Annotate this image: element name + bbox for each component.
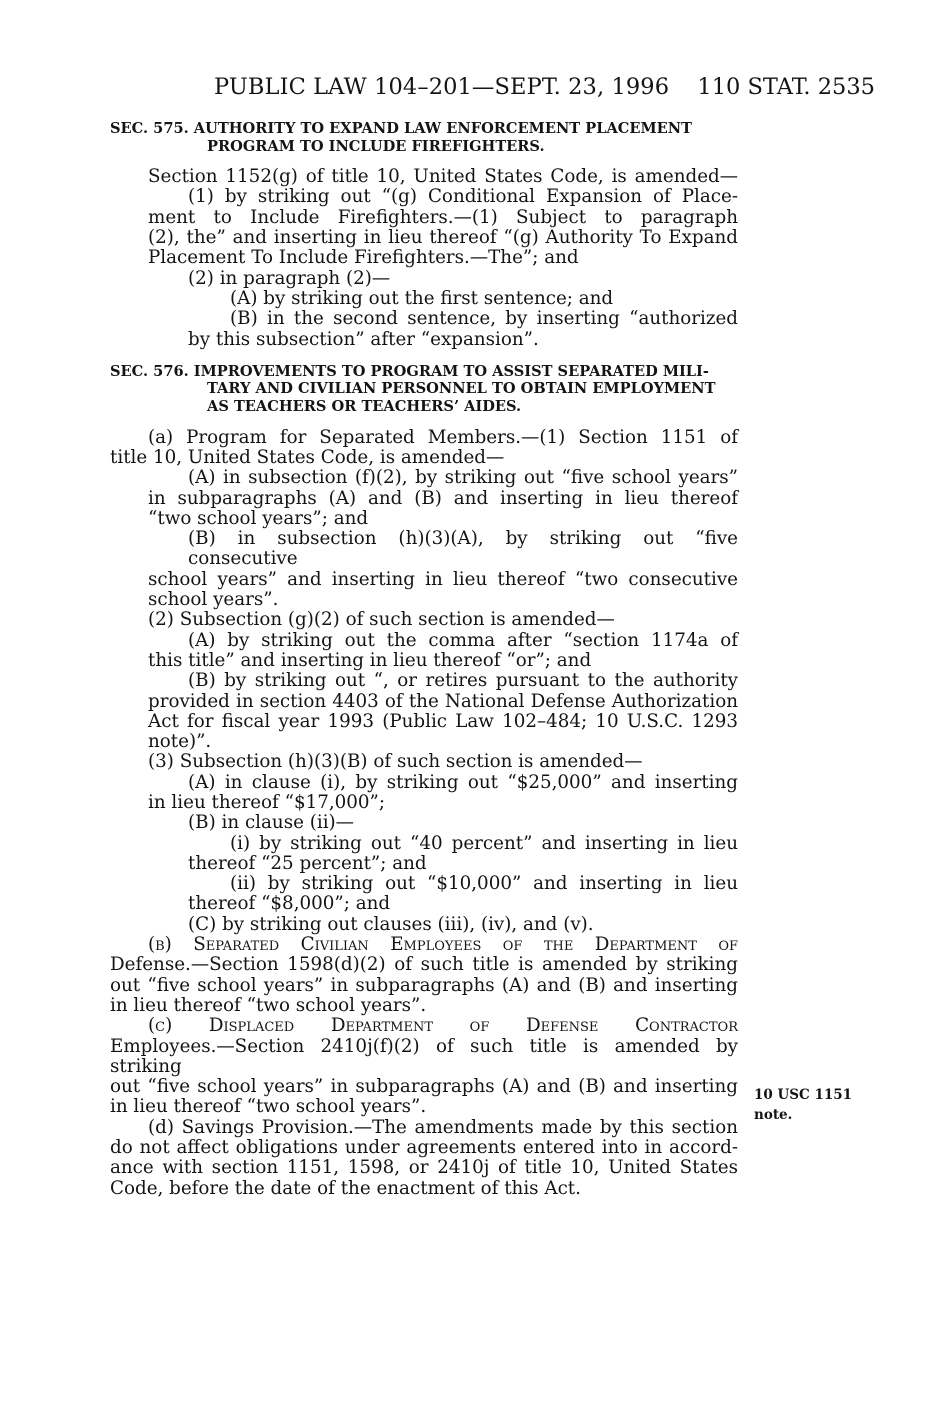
text-line: note)”. bbox=[148, 731, 212, 753]
text-line: out “five school years” in subparagraphs (A) and (B) and inserting bbox=[110, 1076, 738, 1098]
margin-note-line: 10 USC 1151 bbox=[754, 1087, 853, 1103]
text-line: (C) by striking out clauses (iii), (iv), and (v). bbox=[188, 913, 594, 935]
text-line: out “five school years” in subparagraphs (A) and (B) and inserting bbox=[110, 974, 738, 996]
text-line: title 10, United States Code, is amended— bbox=[110, 446, 505, 468]
section-576-heading-line: TARY AND CIVILIAN PERSONNEL TO OBTAIN EMPLOYMENT bbox=[207, 380, 716, 398]
section-575-heading-line: PROGRAM TO INCLUDE FIREFIGHTERS. bbox=[207, 137, 545, 155]
text-line: in lieu thereof “two school years”. bbox=[110, 1096, 427, 1118]
text-line: school years” and inserting in lieu thereof “two consecutive bbox=[148, 568, 738, 590]
section-576-heading bbox=[110, 363, 738, 416]
text-line: in lieu thereof “$17,000”; bbox=[148, 791, 386, 813]
text-line: ment to Include Firefighters.—(1) Subject to paragraph bbox=[148, 206, 738, 228]
text-line: (B) in the second sentence, by inserting “authorized bbox=[230, 308, 738, 330]
text-line: (i) by striking out “40 percent” and inserting in lieu bbox=[230, 832, 738, 854]
text-line: (ii) by striking out “$10,000” and inserting in lieu bbox=[230, 873, 738, 895]
section-575-heading-line: SEC. 575. AUTHORITY TO EXPAND LAW ENFORCEMENT PLACEMENT bbox=[110, 120, 693, 137]
text-line: (A) by striking out the comma after “section 1174a of bbox=[188, 629, 738, 651]
text-line: Section 1152(g) of title 10, United States Code, is amended— bbox=[148, 166, 738, 188]
text-line: by this subsection” after “expansion”. bbox=[188, 328, 539, 350]
text-line: provided in section 4403 of the National Defense Authorization bbox=[148, 690, 738, 712]
document-body bbox=[110, 120, 738, 1199]
text-line: this title” and inserting in lieu thereof “or”; and bbox=[148, 649, 592, 671]
text-line: (A) in clause (i), by striking out “$25,000” and inserting bbox=[188, 771, 738, 793]
text-line: do not affect obligations under agreements entered into in accord- bbox=[110, 1137, 738, 1159]
text-line: thereof “25 percent”; and bbox=[188, 852, 427, 874]
text-line: (A) by striking out the first sentence; and bbox=[230, 287, 614, 309]
text-line: (1) by striking out “(g) Conditional Expansion of Place- bbox=[188, 186, 738, 208]
text-line: thereof “$8,000”; and bbox=[188, 893, 391, 915]
section-576-heading-line: SEC. 576. IMPROVEMENTS TO PROGRAM TO ASSIST SEPARATED MILI- bbox=[110, 362, 709, 380]
running-header-title: PUBLIC LAW 104–201—SEPT. 23, 1996 bbox=[214, 74, 670, 100]
text-line: Act for fiscal year 1993 (Public Law 102–484; 10 U.S.C. 1293 bbox=[148, 710, 738, 732]
section-575-text bbox=[110, 167, 738, 350]
text-line: (A) in subsection (f)(2), by striking out “five school years” bbox=[188, 467, 738, 489]
margin-note bbox=[754, 1085, 852, 1125]
section-576-heading-line: AS TEACHERS OR TEACHERS’ AIDES. bbox=[207, 398, 522, 416]
text-line: ance with section 1151, 1598, or 2410j of title 10, United States bbox=[110, 1157, 738, 1179]
text-line: Placement To Include Firefighters.—The”; and bbox=[148, 247, 579, 269]
text-line: in subparagraphs (A) and (B) and inserting in lieu thereof bbox=[148, 487, 738, 509]
text-line: (b) Separated Civilian Employees of the Department of bbox=[148, 934, 738, 956]
text-line: (B) in clause (ii)— bbox=[188, 812, 354, 834]
text-line: (3) Subsection (h)(3)(B) of such section is amended— bbox=[148, 751, 643, 773]
text-line: (a) Program for Separated Members.—(1) Section 1151 of bbox=[148, 426, 738, 448]
text-line: (2) in paragraph (2)— bbox=[188, 267, 391, 289]
text-line: Employees.—Section 2410j(f)(2) of such title is amended by striking bbox=[110, 1035, 738, 1077]
section-575-heading bbox=[110, 120, 738, 155]
text-line: Defense.—Section 1598(d)(2) of such title is amended by striking bbox=[110, 954, 738, 976]
margin-note-line: note. bbox=[754, 1107, 793, 1123]
text-line: Code, before the date of the enactment of this Act. bbox=[110, 1177, 581, 1199]
section-576-text bbox=[110, 428, 738, 1199]
text-line: (B) by striking out “, or retires pursuant to the authority bbox=[188, 670, 738, 692]
running-header-stat: 110 STAT. 2535 bbox=[697, 74, 875, 100]
text-line: (B) in subsection (h)(3)(A), by striking out “five consecutive bbox=[188, 528, 738, 570]
text-line: (c) Displaced Department of Defense Contractor bbox=[148, 1015, 738, 1037]
text-line: (2) Subsection (g)(2) of such section is amended— bbox=[148, 609, 615, 631]
text-line: school years”. bbox=[148, 589, 279, 611]
text-line: (2), the” and inserting in lieu thereof “(g) Authority To Expand bbox=[148, 227, 738, 249]
text-line: “two school years”; and bbox=[148, 507, 369, 529]
text-line: in lieu thereof “two school years”. bbox=[110, 994, 427, 1016]
text-line: (d) Savings Provision.—The amendments made by this section bbox=[148, 1116, 738, 1138]
